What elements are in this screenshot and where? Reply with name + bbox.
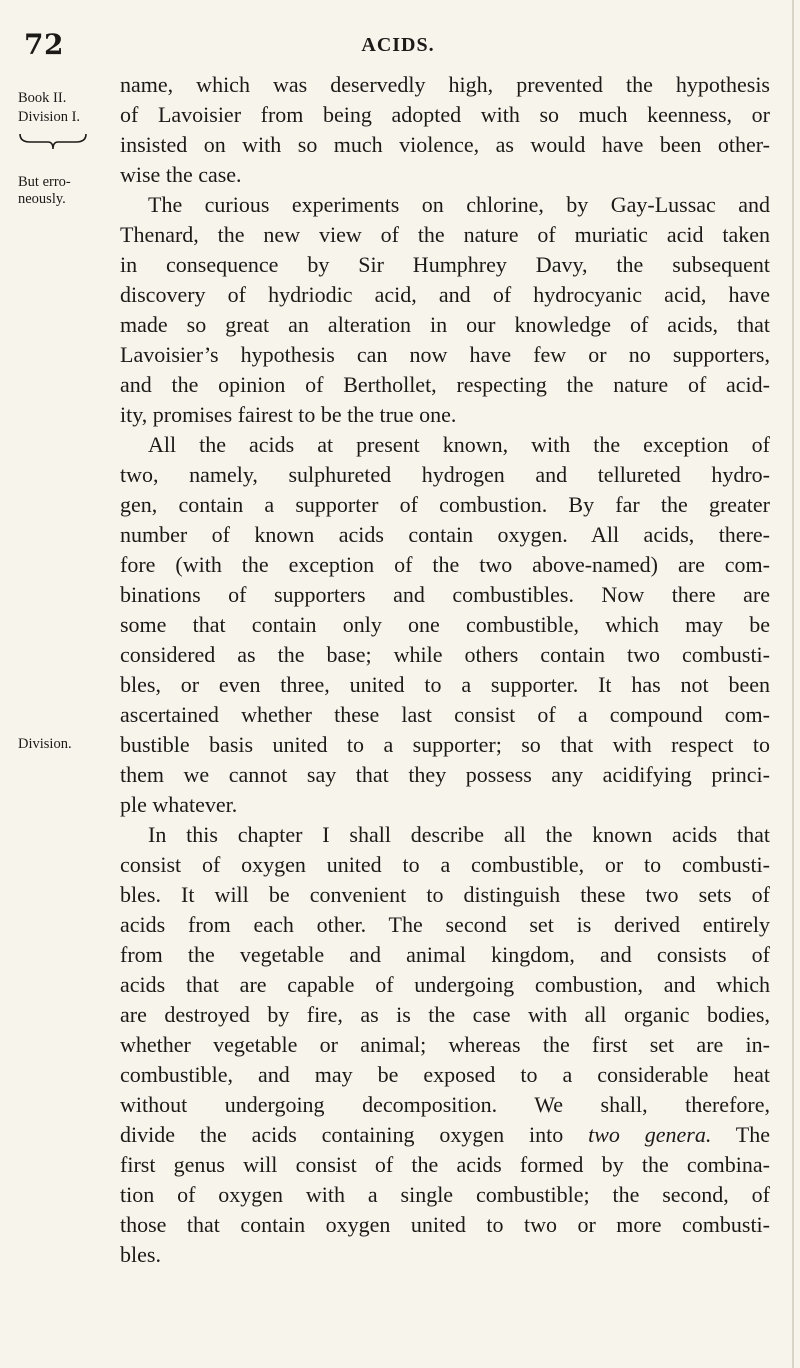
text-line: bles. It will be convenient to distinguish these two sets of — [120, 882, 770, 907]
text-line: tion of oxygen with a single combustible; the second, of — [120, 1182, 770, 1207]
margin-note-book: Book II. — [18, 90, 67, 106]
margin-note-division: Division I. — [18, 109, 81, 125]
text-line: of Lavoisier from being adopted with so much keenness, or — [120, 102, 770, 127]
brace-icon — [18, 132, 88, 152]
paragraph-3 — [120, 430, 770, 820]
text-line: In this chapter I shall describe all the known acids that — [148, 822, 770, 847]
text-line: discovery of hydriodic acid, and of hydrocyanic acid, have — [120, 282, 770, 307]
text-line: considered as the base; while others contain two combusti- — [120, 642, 770, 667]
italic-phrase: two genera. — [588, 1122, 712, 1147]
text-line-with-italic — [120, 1120, 770, 1150]
page-number: 72 — [24, 28, 64, 61]
text-line: ity, promises fairest to be the true one. — [120, 402, 457, 427]
text-line: from the vegetable and animal kingdom, and consists of — [120, 942, 770, 967]
text-line: name, which was deservedly high, prevented the hypothesis — [120, 72, 770, 97]
text-line: consist of oxygen united to a combustible, or to combusti- — [120, 852, 770, 877]
text-line: two, namely, sulphureted hydrogen and tellureted hydro- — [120, 462, 770, 487]
text-line: All the acids at present known, with the exception of — [148, 432, 770, 457]
text-line: bustible basis united to a supporter; so that with respect to — [120, 732, 770, 757]
running-head: ACIDS. — [361, 34, 435, 56]
text-line: The curious experiments on chlorine, by Gay-Lussac and — [148, 192, 770, 217]
text-line: bles, or even three, united to a supporter. It has not been — [120, 672, 770, 697]
text-line: insisted on with so much violence, as would have been other- — [120, 132, 770, 157]
page-header — [24, 28, 772, 68]
text-line: in consequence by Sir Humphrey Davy, the subsequent — [120, 252, 770, 277]
text-line: Thenard, the new view of the nature of muriatic acid taken — [120, 222, 770, 247]
text-line: whether vegetable or animal; whereas the first set are in- — [120, 1032, 770, 1057]
text-line: first genus will consist of the acids formed by the combina- — [120, 1152, 770, 1177]
text-line: Lavoisier’s hypothesis can now have few or no supporters, — [120, 342, 770, 367]
text-line: and the opinion of Berthollet, respecting the nature of acid- — [120, 372, 770, 397]
text-line: acids from each other. The second set is derived entirely — [120, 912, 770, 937]
text-line: binations of supporters and combustibles. Now there are — [120, 582, 770, 607]
text-line: ple whatever. — [120, 792, 238, 817]
paragraph-2 — [120, 190, 770, 430]
text-line: some that contain only one combustible, which may be — [120, 612, 770, 637]
text-line: them we cannot say that they possess any acidifying princi- — [120, 762, 770, 787]
body-text — [120, 70, 770, 1270]
text-line: wise the case. — [120, 162, 242, 187]
text-segment: divide the acids containing oxygen into — [120, 1122, 589, 1147]
text-line: made so great an alteration in our knowledge of acids, that — [120, 312, 770, 337]
text-line: ascertained whether these last consist of a compound com- — [120, 702, 770, 727]
margin-note-division-heading: Division. — [18, 736, 72, 752]
text-line: acids that are capable of undergoing combustion, and which — [120, 972, 770, 997]
text-line: combustible, and may be exposed to a considerable heat — [120, 1062, 770, 1087]
text-line: those that contain oxygen united to two or more combusti- — [120, 1212, 770, 1237]
text-line: number of known acids contain oxygen. All acids, there- — [120, 522, 770, 547]
text-line: are destroyed by fire, as is the case with all organic bodies, — [120, 1002, 770, 1027]
text-line: bles. — [120, 1242, 161, 1267]
paragraph-1 — [120, 70, 770, 190]
text-line: without undergoing decomposition. We shall, therefore, — [120, 1092, 770, 1117]
text-line: gen, contain a supporter of combustion. By far the greater — [120, 492, 770, 517]
text-segment: The — [711, 1122, 770, 1147]
margin-note-but-erroneously: But erro- neously. — [18, 174, 71, 207]
text-line: fore (with the exception of the two above-named) are com- — [120, 552, 770, 577]
paragraph-4 — [120, 820, 770, 1270]
page-edge — [792, 0, 794, 1368]
